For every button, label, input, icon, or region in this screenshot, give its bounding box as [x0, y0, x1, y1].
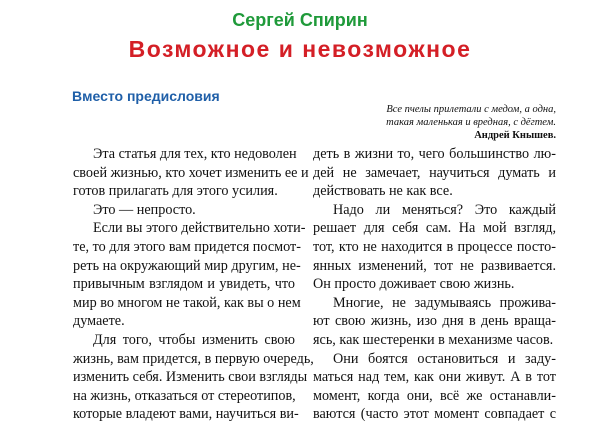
text-line: маться над тем, как они живут. А в тот	[313, 369, 556, 386]
text-line: Многие, не задумываясь прожива-	[333, 294, 556, 311]
text-line: решает для себя сам. На мой взгляд,	[313, 220, 556, 237]
text-line: ют свою жизнь, изо дня в день враща-	[313, 313, 556, 330]
text-line: которые владеют вами, научиться ви-	[73, 406, 299, 423]
text-line: жизнь, вам придется, в первую очередь,	[73, 350, 314, 367]
text-line: дей не замечает, научиться думать и	[313, 164, 556, 181]
text-line: деть в жизни то, чего большинство лю-	[313, 146, 556, 162]
article-title: Возможное и невозможное	[128, 36, 472, 62]
text-line: Эта статья для тех, кто недоволен	[93, 146, 297, 162]
text-line: янных изменений, тот не развивается.	[313, 257, 556, 274]
text-line: своей жизнью, кто хочет изменить ее и	[73, 164, 309, 181]
author-name: Сергей Спирин	[232, 10, 368, 30]
text-line: реть на окружающий мир другим, не-	[73, 257, 301, 274]
text-line: изменить себя. Изменить свои взгляды	[73, 369, 308, 386]
epigraph-line: такая маленькая и вредная, с дёгтем.	[386, 117, 556, 128]
text-line: Они боятся остановиться и заду-	[333, 350, 556, 367]
text-line: Для того, чтобы изменить свою	[93, 331, 295, 348]
text-line: Если вы этого действительно хоти-	[93, 220, 306, 237]
text-line: ясь, как шестеренки в механизме часов.	[313, 331, 554, 348]
text-line: мир во многом не такой, как вы о нем	[73, 294, 301, 311]
text-line: ваются (часто этот момент совпадает с	[313, 406, 556, 423]
epigraph-line: Все пчелы прилетали с медом, а одна,	[386, 104, 556, 115]
text-line: на жизнь, отказаться от стереотипов,	[73, 387, 296, 404]
epigraph-attribution: Андрей Кнышев.	[474, 130, 556, 141]
text-line: готов прилагать для этого усилия.	[73, 183, 278, 200]
text-line: момент, когда они, всё же останавли-	[313, 387, 556, 404]
text-line: те, то для этого вам придется посмот-	[73, 238, 301, 255]
text-line: действовать не как все.	[313, 183, 453, 200]
section-heading: Вместо предисловия	[72, 88, 220, 104]
text-line: тот, кто не находится в процессе посто-	[313, 238, 556, 255]
epigraph	[300, 103, 556, 142]
left-text-column	[73, 145, 314, 424]
text-line: привычным взглядом и увидеть, что	[73, 276, 295, 293]
text-line: Это — непросто.	[93, 201, 196, 218]
text-line: Надо ли меняться? Это каждый	[333, 201, 556, 218]
right-text-column	[313, 145, 556, 424]
text-line: Он просто доживает свою жизнь.	[313, 276, 515, 293]
text-line: думаете.	[73, 313, 125, 330]
